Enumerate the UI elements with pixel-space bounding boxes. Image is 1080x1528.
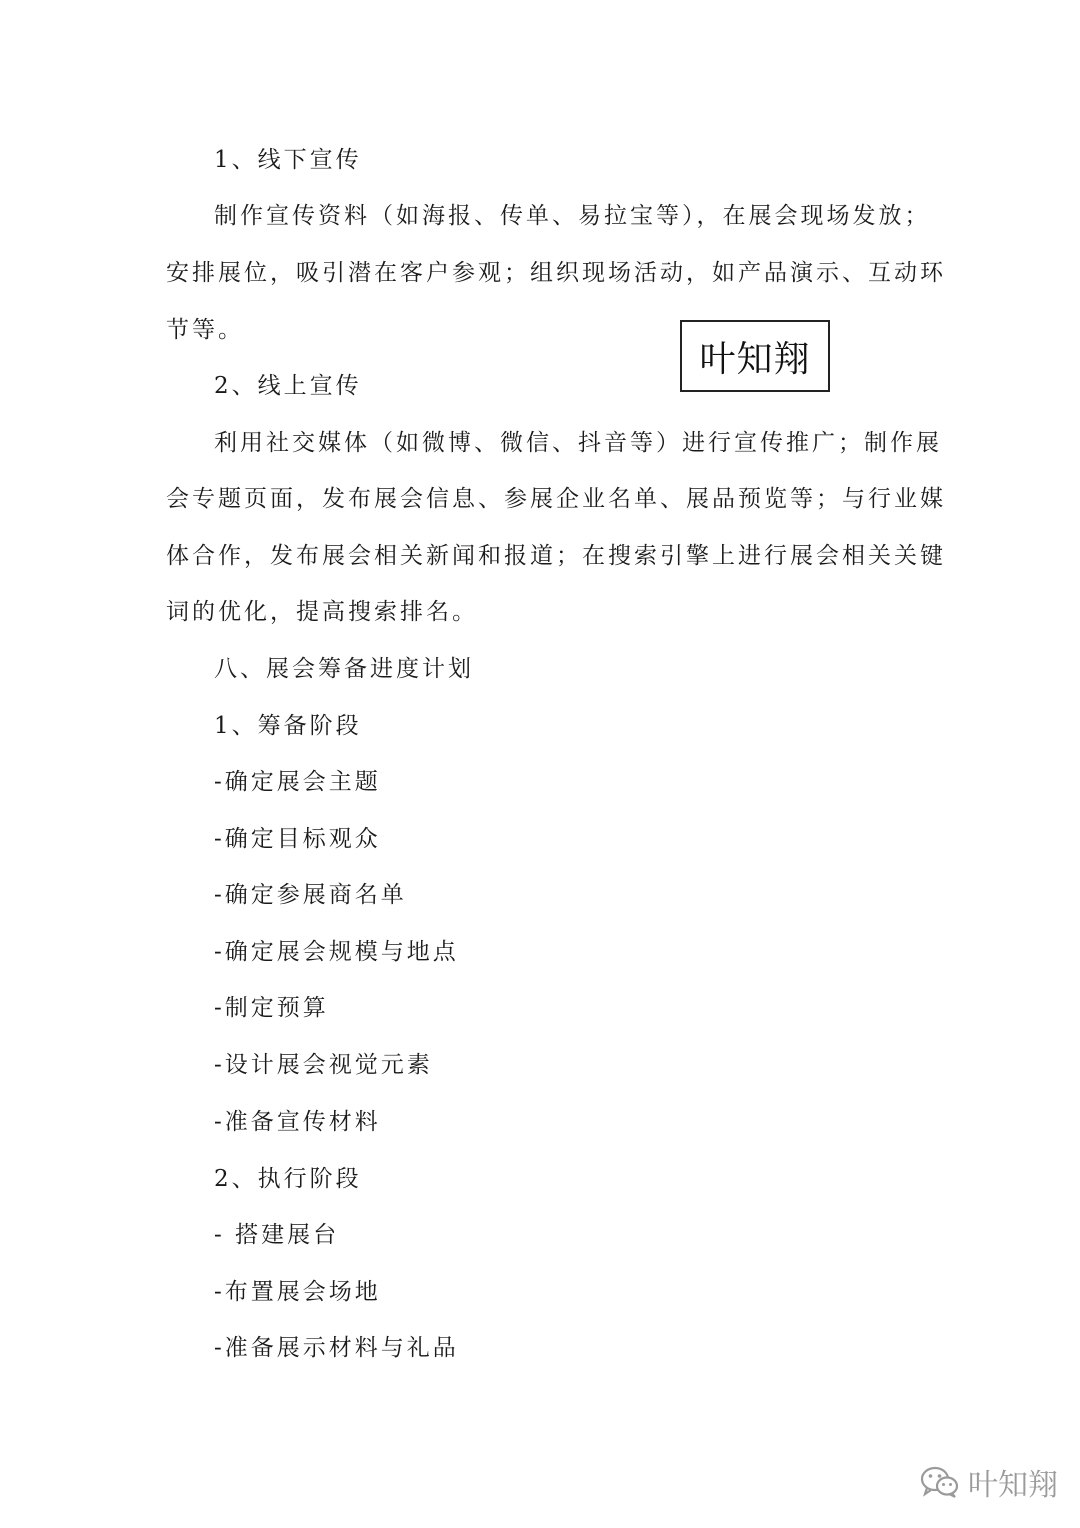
list-item: -确定展会规模与地点	[214, 939, 459, 965]
paragraph-line: 制作宣传资料（如海报、传单、易拉宝等），在展会现场发放；	[214, 203, 931, 229]
paragraph-line: 节等。	[166, 317, 244, 343]
heading-preparation-phase: 1、筹备阶段	[214, 713, 362, 739]
section-heading-schedule: 八、展会筹备进度计划	[214, 656, 474, 682]
paragraph-line: 词的优化，提高搜索排名。	[166, 599, 478, 625]
name-stamp-box: 叶知翔	[680, 320, 830, 392]
list-item: -布置展会场地	[214, 1279, 381, 1305]
heading-online-promotion: 2、线上宣传	[214, 373, 362, 399]
list-item: -设计展会视觉元素	[214, 1052, 433, 1078]
watermark-text: 叶知翔	[968, 1468, 1058, 1503]
paragraph-line: 安排展位，吸引潜在客户参观；组织现场活动，如产品演示、互动环	[166, 260, 946, 286]
wechat-icon	[920, 1465, 960, 1499]
paragraph-line: 会专题页面，发布展会信息、参展企业名单、展品预览等；与行业媒	[166, 486, 946, 512]
list-item: -制定预算	[214, 995, 329, 1021]
paragraph-line: 利用社交媒体（如微博、微信、抖音等）进行宣传推广；制作展	[214, 430, 942, 456]
list-item: -确定参展商名单	[214, 882, 407, 908]
list-item: - 搭建展台	[214, 1222, 340, 1248]
list-item: -确定展会主题	[214, 769, 381, 795]
list-item: -准备展示材料与礼品	[214, 1335, 459, 1361]
list-item: -准备宣传材料	[214, 1109, 381, 1135]
heading-execution-phase: 2、执行阶段	[214, 1166, 362, 1192]
list-item: -确定目标观众	[214, 826, 381, 852]
watermark	[920, 1460, 1058, 1504]
paragraph-line: 体合作，发布展会相关新闻和报道；在搜索引擎上进行展会相关关键	[166, 543, 946, 569]
heading-offline-promotion: 1、线下宣传	[214, 147, 362, 173]
